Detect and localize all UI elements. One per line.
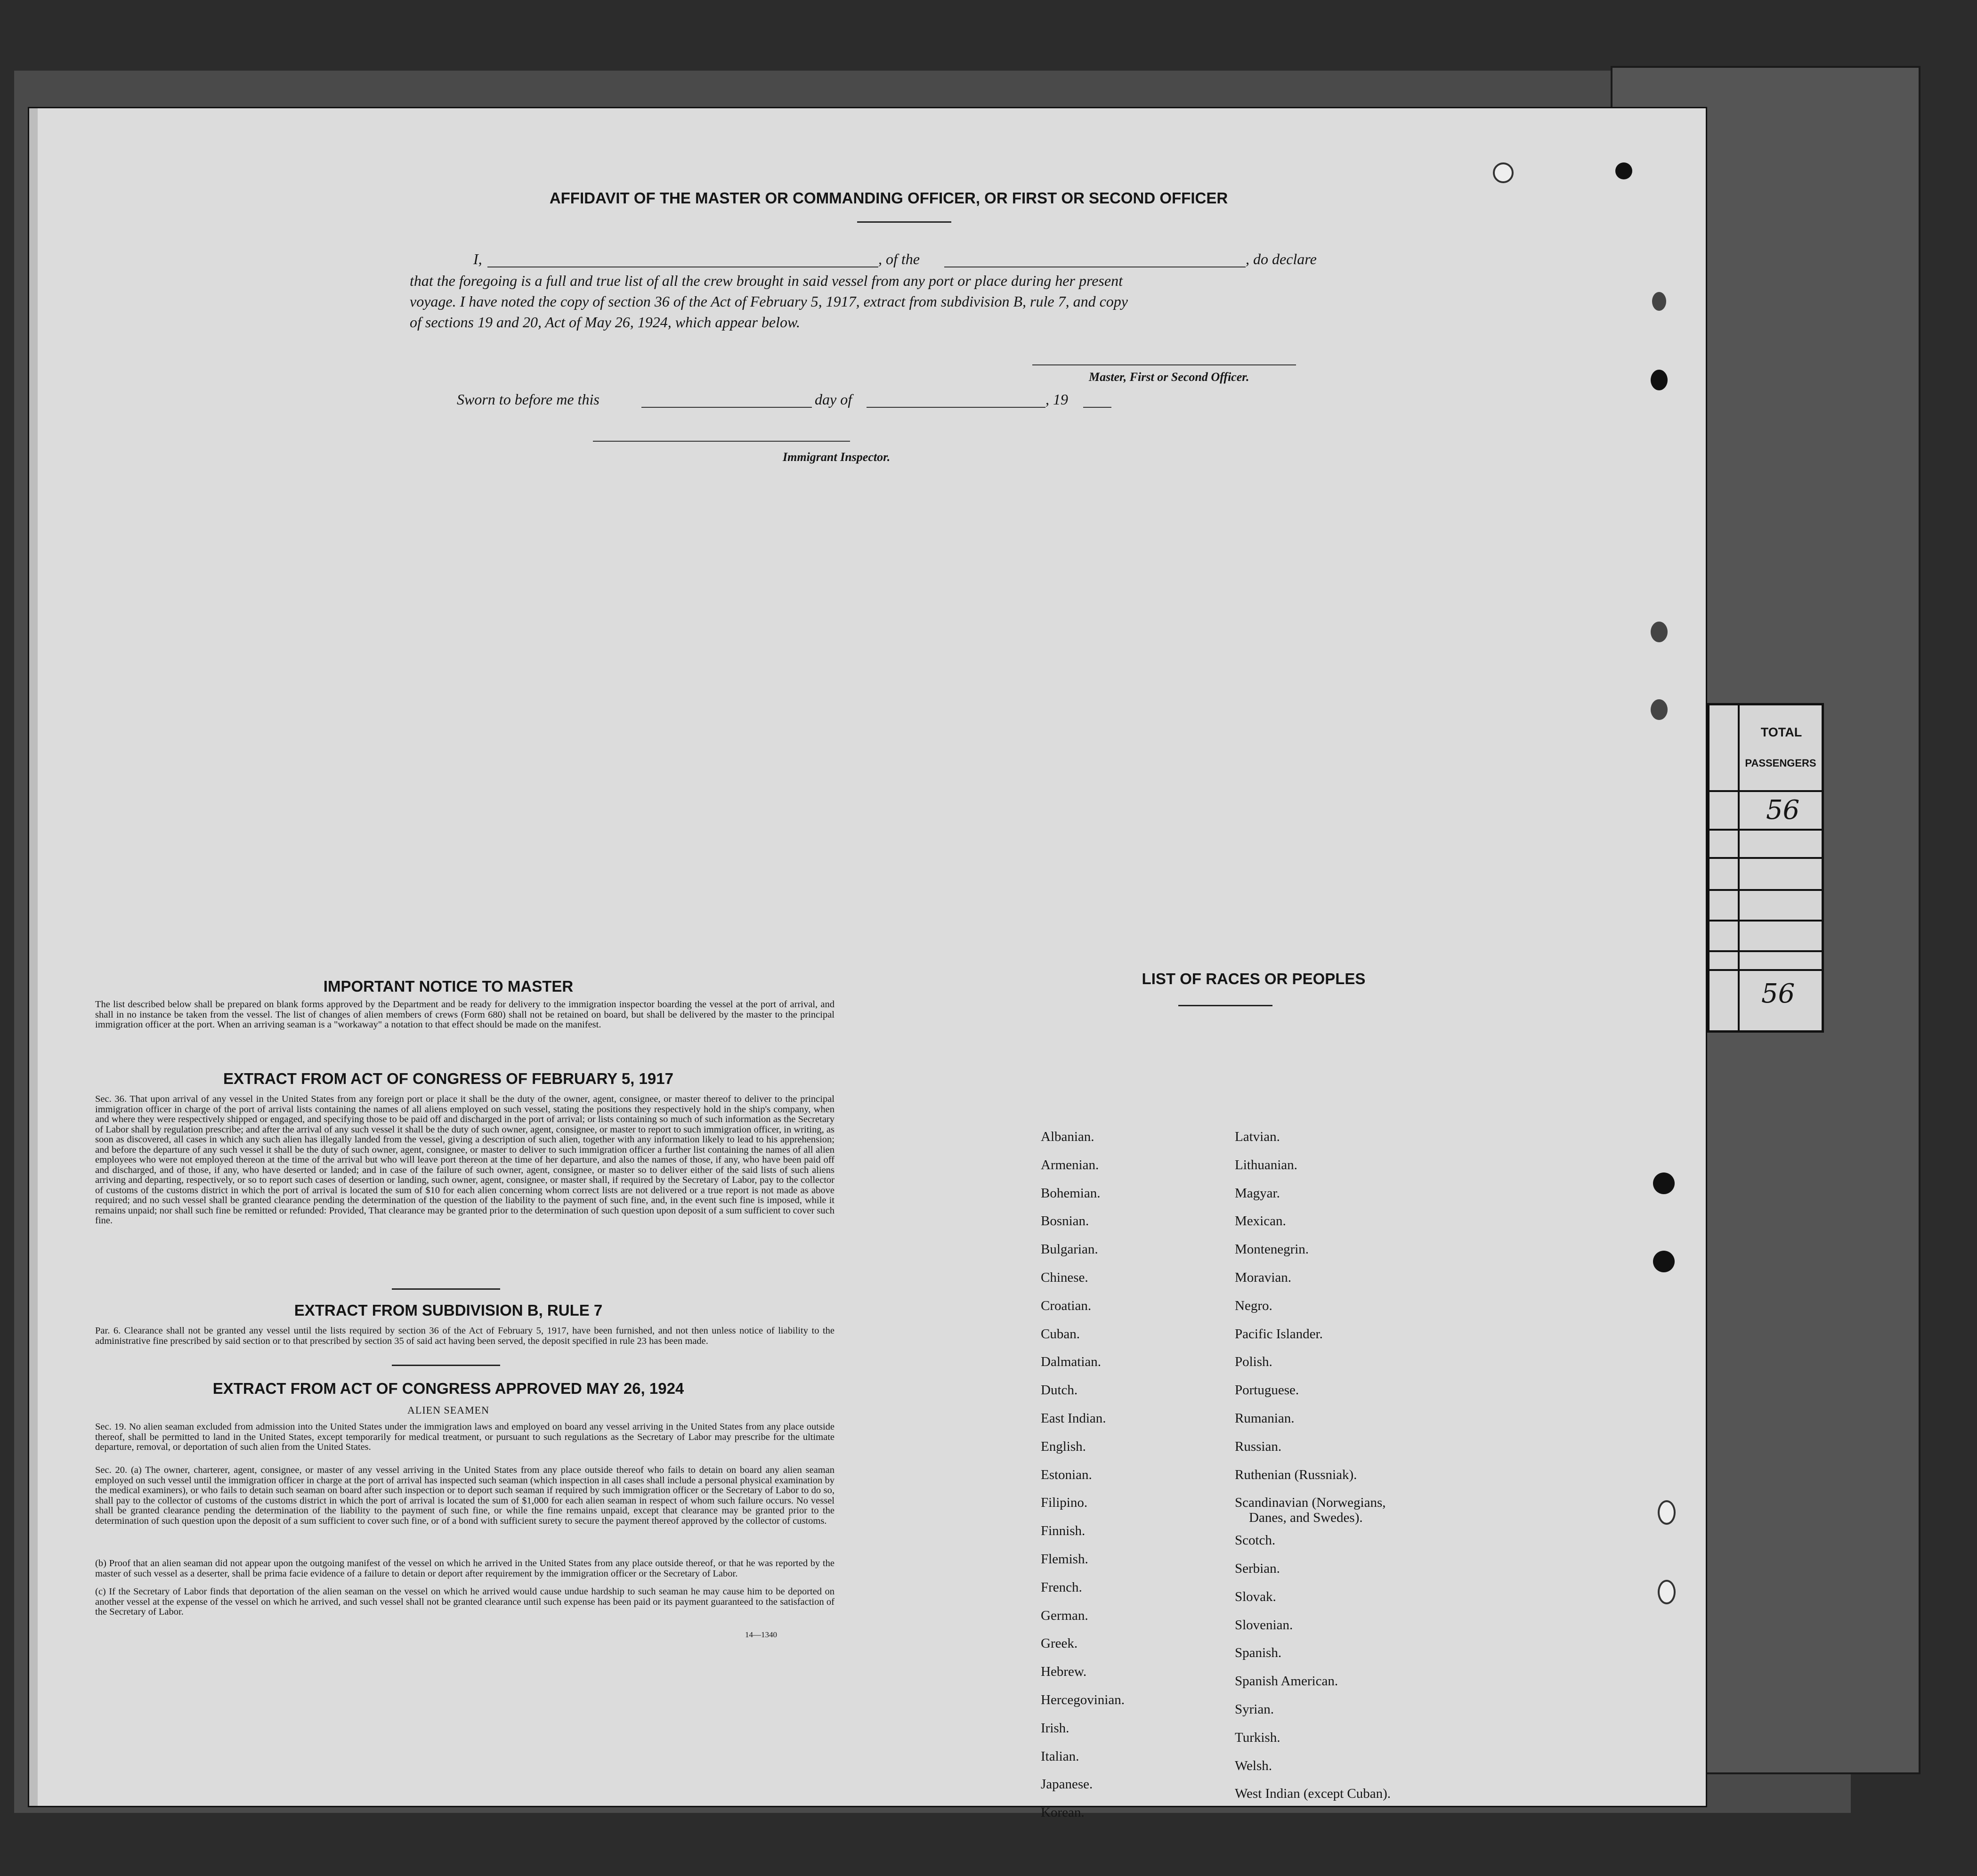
form-number: 14—1340 <box>745 1630 777 1639</box>
race-item: Lithuanian. <box>1235 1157 1297 1172</box>
race-item: Pacific Islander. <box>1235 1326 1323 1342</box>
race-item: Greek. <box>1041 1636 1078 1651</box>
affidavit-line-4: of sections 19 and 20, Act of May 26, 1924, which appear below. <box>410 314 800 331</box>
extract-1917-body: Sec. 36. That upon arrival of any vessel in the United States from any foreign port or place it shall be the duty of the owner, agent, consignee, or master thereof to deliver to the principal immigration officer in charge of the port of arrival lists containing the names of all aliens employed on such vessel, stating the positions they respectively hold in the ship's company, when and where they were respectively shipped or engaged, and specifying those to be paid off and discharged in the port of arrival; or lists containing so much of such information as the Secretary of Labor shall by regulation prescribe; and after the arrival of any such vessel it shall be the duty of such owner, agent, consignee, or master to report to such immigration officer, in writing, as soon as discovered, all cases in which any such alien has illegally landed from the vessel, giving a description of such alien, together with any information likely to lead to his apprehension; and before the departure of any such vessel it shall be the duty of such owner, agent, consignee, or master to deliver to such immigration officer a further list containing the names of all alien employees who were not employed thereon at the time of the arrival but who will leave port thereon at the time of her departure, and also the names of those, if any, who have been paid off and discharged, and of those, if any, who have deserted or landed; and in case of the failure of such owner, agent, consignee, or master so to deliver either of the said lists of such aliens arriving and departing, respectively, or so to report such cases of desertion or landing, such owner, agent, consignee, or master shall, if required by the Secretary of Labor, pay to the collector of customs of the customs district in which the port of arrival is located the sum of $10 for each alien concerning whom correct lists are not delivered or a true report is not made as above required; and no such vessel shall be granted clearance pending the determination of the question of the liability to the payment of such fine, and, in the event such fine is imposed, while it remains unpaid; nor shall such fine be remitted or refunded: Provided, That clearance may be granted prior to the determination of such question upon deposit of a sum sufficient to cover such fine. <box>95 1094 835 1226</box>
affidavit-line-3: voyage. I have noted the copy of section 36 of the Act of February 5, 1917, extract from subdivision B, rule 7, and copy <box>410 293 1128 310</box>
race-item: Latvian. <box>1235 1129 1280 1144</box>
race-item: East Indian. <box>1041 1411 1106 1426</box>
race-item: Estonian. <box>1041 1467 1092 1482</box>
race-item: Moravian. <box>1235 1270 1291 1285</box>
master-label: Master, First or Second Officer. <box>1089 370 1249 384</box>
punch-hole <box>1658 1500 1676 1525</box>
race-item: Japanese. <box>1041 1777 1093 1792</box>
inspector-label: Immigrant Inspector. <box>783 450 891 464</box>
rule-7-body: Par. 6. Clearance shall not be granted any vessel until the lists required by section 36 of the Act of February 5, 1917, have been furnished, and not then unless notice of liability to the administrative fine prescribed by said section or to that prescribed by section 35 of said act having been served, the deposit specified in rule 23 has been made. <box>95 1326 835 1346</box>
race-item: German. <box>1041 1608 1088 1623</box>
total-value-bottom: 56 <box>1761 978 1795 1009</box>
race-item: Magyar. <box>1235 1185 1280 1201</box>
race-item: Russian. <box>1235 1439 1282 1454</box>
race-item: Serbian. <box>1235 1561 1280 1576</box>
race-item: English. <box>1041 1439 1086 1454</box>
sec-20b-body: (b) Proof that an alien seaman did not appear upon the outgoing manifest of the vessel on which he arrived in the United States from any place outside thereof, or that he was reported by the master of such vessel as a deserter, shall be prima facie evidence of a failure to detain or deport after requirement by the immigration officer or the Secretary of Labor. <box>95 1558 835 1579</box>
punch-hole <box>1651 370 1668 390</box>
race-item: West Indian (except Cuban). <box>1235 1786 1391 1802</box>
race-item: Polish. <box>1235 1354 1272 1370</box>
day-of-label: day of <box>815 391 852 408</box>
race-item: Turkish. <box>1235 1730 1280 1745</box>
passengers-header: PASSENGERS <box>1745 757 1816 769</box>
race-item: Spanish. <box>1235 1645 1282 1661</box>
race-item: Cuban. <box>1041 1326 1080 1342</box>
race-item: Negro. <box>1235 1298 1272 1313</box>
affidavit-line-2: that the foregoing is a full and true list of all the crew brought in said vessel from any port or place during her present <box>410 272 1123 289</box>
race-item: Bohemian. <box>1041 1185 1101 1201</box>
race-item: Ruthenian (Russniak). <box>1235 1467 1357 1482</box>
affidavit-i: I, <box>473 251 482 267</box>
punch-hole <box>1651 622 1668 642</box>
punch-hole <box>1615 162 1632 179</box>
race-item: Bosnian. <box>1041 1213 1089 1229</box>
extract-1917-title: EXTRACT FROM ACT OF CONGRESS OF FEBRUARY 5, 1917 <box>223 1070 673 1087</box>
race-item: Rumanian. <box>1235 1411 1295 1426</box>
race-item: Scandinavian (Norwegians, <box>1235 1495 1386 1511</box>
notice-body: The list described below shall be prepared on blank forms approved by the Department and be ready for delivery to the immigration inspector boarding the vessel at the port of arrival, and shall in no instance be taken from the vessel. The list of changes of alien members of crews (Form 680) shall not be retained on board, but shall be delivered by the master to the principal immigration officer at the port. When an arriving seaman is a "workaway" a notation to that effect should be made on the manifest. <box>95 999 835 1030</box>
affidavit-line-1 <box>473 251 1359 269</box>
race-item: Hebrew. <box>1041 1664 1087 1680</box>
total-header: TOTAL <box>1760 725 1802 739</box>
race-item: Hercegovinian. <box>1041 1692 1125 1707</box>
affidavit-declare: , do declare <box>1246 251 1317 267</box>
race-item: Slovenian. <box>1235 1617 1293 1633</box>
race-item: Korean. <box>1041 1805 1085 1820</box>
race-item: Syrian. <box>1235 1702 1274 1717</box>
race-item: Dutch. <box>1041 1383 1078 1398</box>
punch-hole <box>1653 1172 1675 1194</box>
race-item: Mexican. <box>1235 1213 1286 1229</box>
race-item: Montenegrin. <box>1235 1242 1309 1257</box>
race-item: Slovak. <box>1235 1589 1276 1604</box>
sworn-line <box>457 391 1116 410</box>
affidavit-of-the: , of the <box>878 251 920 267</box>
year-label: , 19 <box>1045 391 1068 408</box>
inspector-signature-line <box>593 441 850 442</box>
race-item: French. <box>1041 1579 1082 1595</box>
race-item: Danes, and Swedes). <box>1249 1510 1363 1526</box>
punch-hole <box>1653 1251 1675 1272</box>
total-value-top: 56 <box>1766 795 1800 825</box>
punch-hole <box>1493 162 1514 183</box>
race-item: Italian. <box>1041 1748 1079 1764</box>
races-title: LIST OF RACES OR PEOPLES <box>1142 970 1366 987</box>
crew-list-form-reverse <box>29 108 1706 1820</box>
sec-19-body: Sec. 19. No alien seaman excluded from admission into the United States under the immigration laws and employed on board any vessel arriving in the United States from any place outside thereof, shall be permitted to land in the United States, except temporarily for medical treatment, or pursuant to such regulations as the Secretary of Labor may prescribe for the ultimate departure, removal, or deportation of such alien from the United States. <box>95 1422 835 1453</box>
sworn-before-label: Sworn to before me this <box>457 391 600 408</box>
punch-hole <box>1652 292 1666 311</box>
rule-7-title: EXTRACT FROM SUBDIVISION B, RULE 7 <box>294 1302 603 1319</box>
notice-title: IMPORTANT NOTICE TO MASTER <box>323 978 574 995</box>
sec-20a-body: Sec. 20. (a) The owner, charterer, agent, consignee, or master of any vessel arriving in the United States from any place outside thereof who fails to detain on board any alien seaman employed on such vessel until the immigration officer in charge at the port of arrival has inspected such seaman (which inspection in all cases shall include a personal physical examination by the medical examiners), or who fails to detain such seaman on board after such inspection or to deport such seaman if required by such immigration officer or the Secretary of Labor to do so, shall pay to the collector of customs of the customs district in which the port of arrival is located the sum of $1,000 for each alien seaman in respect of whom such failure occurs. No vessel shall be granted clearance pending the determination of the liability to the payment of such fine, or while the fine remains unpaid, except that clearance may be granted prior to the determination of such question upon the deposit of a sum sufficient to cover such fine, or of a bond with sufficient surety to secure the payment thereof approved by the collector of customs. <box>95 1465 835 1526</box>
alien-seamen-subtitle: ALIEN SEAMEN <box>407 1404 489 1416</box>
race-item: Welsh. <box>1235 1758 1272 1773</box>
race-item: Albanian. <box>1041 1129 1094 1144</box>
extract-1924-title: EXTRACT FROM ACT OF CONGRESS APPROVED MAY 26, 1924 <box>212 1380 684 1397</box>
affidavit-title: AFFIDAVIT OF THE MASTER OR COMMANDING OFFICER, OR FIRST OR SECOND OFFICER <box>549 189 1228 207</box>
race-item: Bulgarian. <box>1041 1242 1098 1257</box>
race-item: Portuguese. <box>1235 1383 1299 1398</box>
punch-hole <box>1658 1580 1676 1604</box>
race-item: Spanish American. <box>1235 1674 1338 1689</box>
sec-20c-body: (c) If the Secretary of Labor finds that deportation of the alien seaman on the vessel on which he arrived would cause undue hardship to such seaman he may cause him to be deported on another vessel at the expense of the vessel on which he arrived, and such vessel shall not be granted clearance until such expense has been paid or its payment guaranteed to the satisfaction of the Secretary of Labor. <box>95 1586 835 1617</box>
race-item: Chinese. <box>1041 1270 1088 1285</box>
race-item: Armenian. <box>1041 1157 1099 1172</box>
race-item: Irish. <box>1041 1720 1070 1736</box>
race-item: Scotch. <box>1235 1533 1276 1548</box>
race-item: Finnish. <box>1041 1523 1086 1539</box>
master-signature-line <box>1032 364 1296 365</box>
total-passengers-table <box>1707 703 1824 1033</box>
race-item: Filipino. <box>1041 1495 1088 1511</box>
punch-hole <box>1651 699 1668 720</box>
race-item: Dalmatian. <box>1041 1354 1102 1370</box>
race-item: Croatian. <box>1041 1298 1092 1313</box>
race-item: Flemish. <box>1041 1552 1088 1567</box>
